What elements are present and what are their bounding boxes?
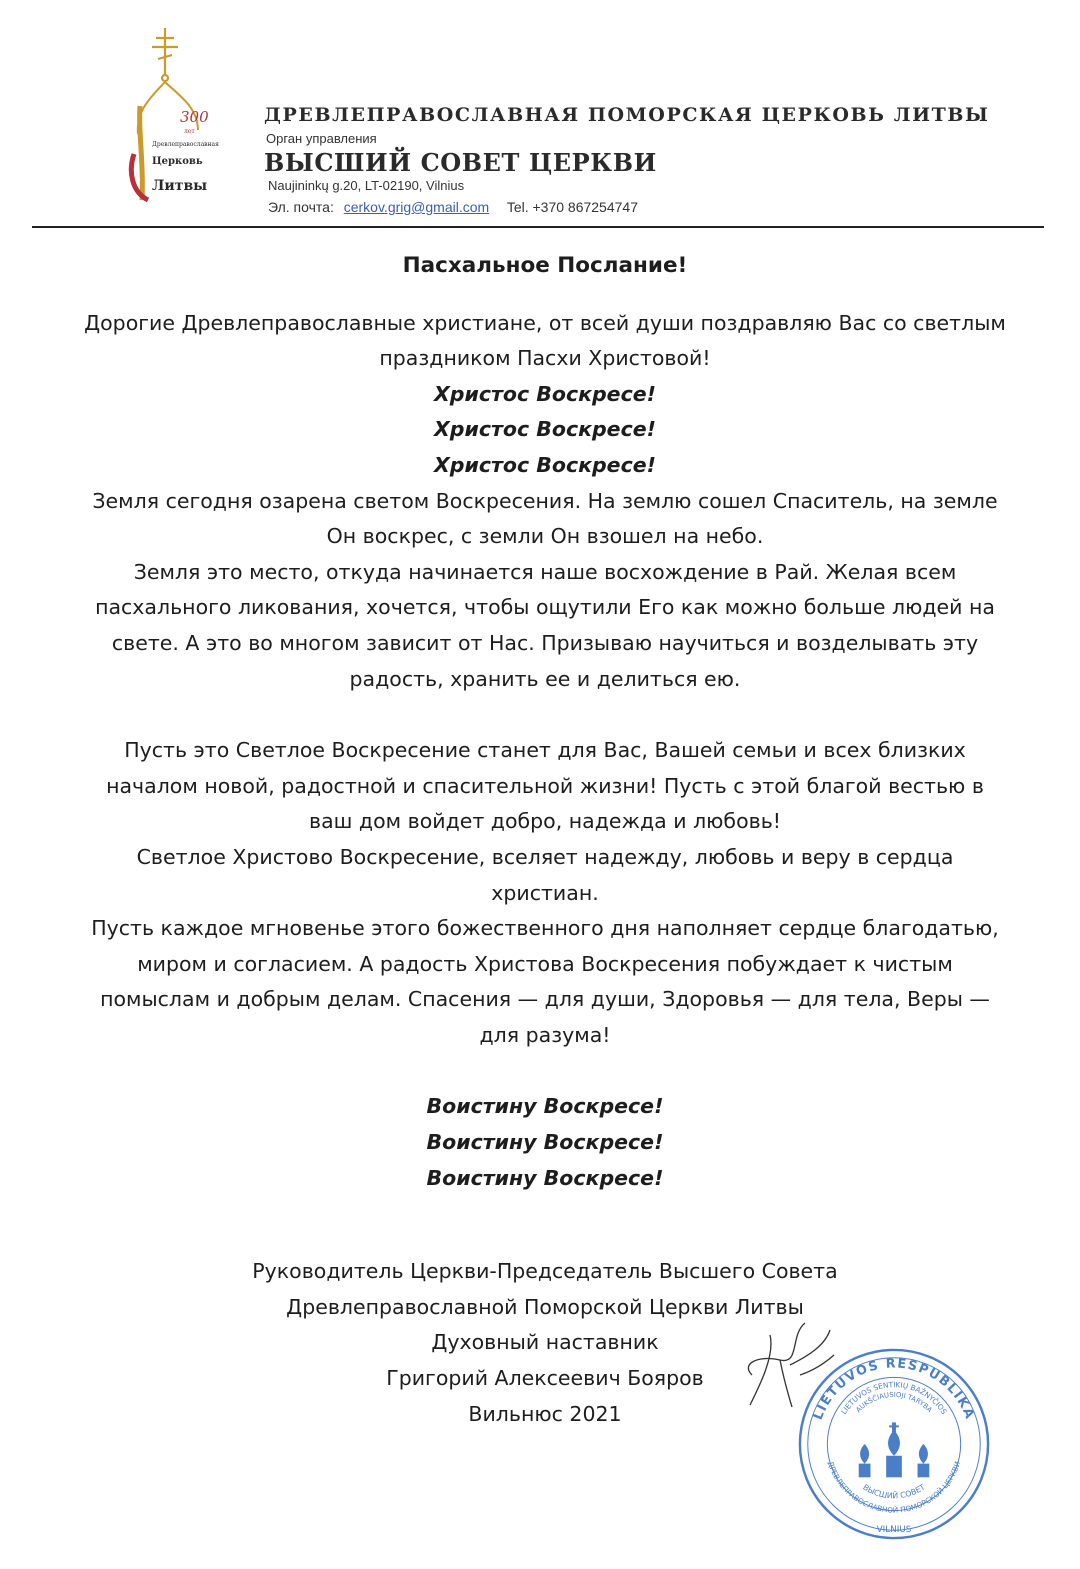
paragraph-line: христиан. — [491, 880, 599, 905]
paragraph-line: свете. А это во многом зависит от Нас. Призываю научиться и возделывать эту — [111, 630, 979, 655]
council-name: ВЫСШИЙ СОВЕТ ЦЕРКВИ — [264, 148, 657, 177]
paragraph-line: Земля это место, откуда начинается наше восхождение в Рай. Желая всем — [133, 559, 957, 584]
paragraph-line: началом новой, радостной и спасительной жизни! Пусть с этой благой вестью в — [106, 773, 984, 798]
email-label: Эл. почта: — [268, 199, 334, 215]
svg-text:LIETUVOS RESPUBLIKA: LIETUVOS RESPUBLIKA — [810, 1356, 978, 1423]
letter-title: Пасхальное Послание! — [402, 253, 688, 278]
paragraph-line: радость, хранить ее и делиться ею. — [349, 666, 741, 691]
closing-line: Руководитель Церкви-Председатель Высшего Совета — [252, 1259, 838, 1284]
paragraph-line: для разума! — [479, 1022, 611, 1047]
phone: Tel. +370 867254747 — [506, 199, 638, 215]
svg-text:VILNIUS: VILNIUS — [876, 1525, 912, 1536]
response: Воистину Воскресе! — [426, 1130, 664, 1155]
response: Воистину Воскресе! — [426, 1165, 664, 1190]
paragraph-line: Земля сегодня озарена светом Воскресения. На землю сошел Спаситель, на земле — [92, 488, 998, 513]
signer-name: Григорий Алексеевич Бояров — [386, 1366, 704, 1391]
closing-line: Древлеправославной Поморской Церкви Литвы — [286, 1294, 804, 1319]
logo-years: 300 — [180, 108, 209, 126]
place-date: Вильнюс 2021 — [468, 1401, 622, 1426]
svg-text:Древлеправославная: Древлеправославная — [152, 141, 219, 148]
paragraph-line: Пусть это Светлое Воскресение станет для Вас, Вашей семьи и всех близких — [124, 738, 966, 763]
svg-text:Литвы: Литвы — [152, 178, 208, 194]
paragraph-line: Светлое Христово Воскресение, вселяет надежду, любовь и веру в сердца — [136, 844, 954, 869]
svg-text:Церковь: Церковь — [152, 156, 203, 167]
greeting-line: праздником Пасхи Христовой! — [379, 346, 711, 371]
acclamation: Христос Воскресе! — [433, 381, 656, 406]
paragraph-line: миром и согласием. А радость Христова Воскресения побуждает к чистым — [137, 951, 953, 976]
paragraph-line: пасхального ликования, хочется, чтобы ощутили Его как можно больше людей на — [95, 595, 995, 620]
church-name: ДРЕВЛЕПРАВОСЛАВНАЯ ПОМОРСКАЯ ЦЕРКОВЬ ЛИТВЫ — [264, 104, 990, 126]
svg-text:AUKŠČIAUSIOJI TARYBA: AUKŠČIAUSIOJI TARYBA — [854, 1390, 934, 1415]
paragraph-line: ваш дом войдет добро, надежда и любовь! — [309, 809, 781, 834]
official-stamp — [796, 1346, 992, 1542]
svg-text:лет: лет — [184, 128, 195, 135]
acclamation: Христос Воскресе! — [433, 452, 656, 477]
email-link[interactable]: cerkov.grig@gmail.com — [343, 199, 490, 215]
paragraph-line: Пусть каждое мгновенье этого божественного дня наполняет сердце благодатью, — [91, 916, 999, 941]
svg-text:LIETUVOS SENTIKIŲ BAŽNYČIOS: LIETUVOS SENTIKIŲ BAŽNYČIOS — [839, 1380, 949, 1416]
paragraph-line: Он воскрес, с земли Он взошел на небо. — [326, 524, 764, 549]
address: Naujininkų g.20, LT-02190, Vilnius — [268, 178, 465, 193]
svg-text:ВЫСШИЙ СОВЕТ: ВЫСШИЙ СОВЕТ — [861, 1482, 927, 1501]
paragraph-line: помыслам и добрым делам. Спасения — для души, Здоровья — для тела, Веры — — [100, 987, 990, 1012]
organ-label: Орган управления — [266, 131, 377, 146]
greeting-line: Дорогие Древлеправославные христиане, от всей души поздравляю Вас со светлым — [84, 310, 1006, 335]
acclamation: Христос Воскресе! — [433, 417, 656, 442]
cross-icon — [152, 28, 178, 81]
closing-line: Духовный наставник — [431, 1330, 659, 1355]
letter-body — [60, 248, 1030, 1432]
contacts — [268, 199, 638, 215]
church-domes-icon — [859, 1422, 930, 1477]
header-divider — [32, 226, 1044, 228]
church-logo — [118, 22, 238, 212]
response: Воистину Воскресе! — [426, 1094, 664, 1119]
svg-text:ДРЕВЛЕПРАВОСЛАВНОЙ ПОМОРСКОЙ Ц: ДРЕВЛЕПРАВОСЛАВНОЙ ПОМОРСКОЙ ЦЕРКВИ — [825, 1460, 963, 1515]
